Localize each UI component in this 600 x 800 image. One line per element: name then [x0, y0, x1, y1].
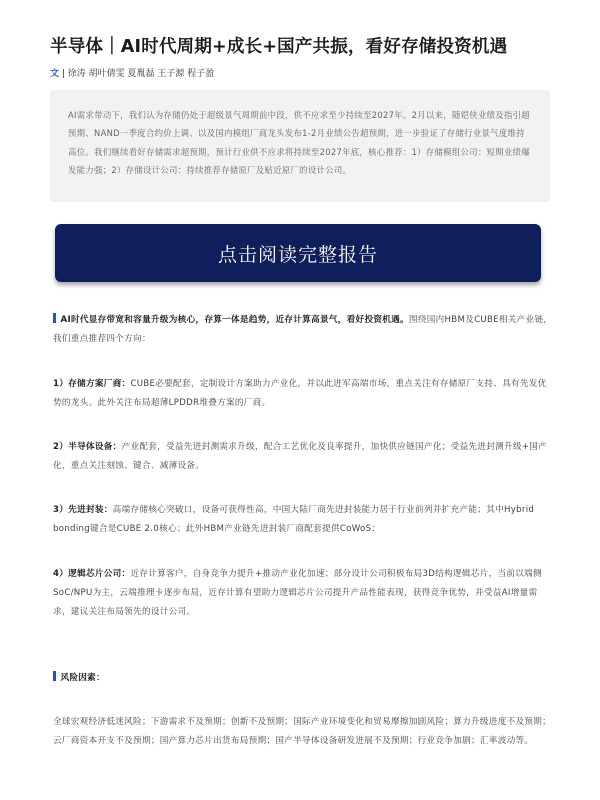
summary-box: [50, 90, 550, 202]
intro-bold: AI时代显存带宽和容量升级为核心，存算一体是趋势，近存计算高景气，看好投资机遇。: [60, 315, 409, 325]
section-marker: [53, 671, 56, 681]
page-title: 半导体｜AI时代周期+成长+国产共振，看好存储投资机遇: [50, 37, 508, 57]
point-2: [53, 438, 553, 476]
point-3-head: 3）先进封装：: [53, 505, 113, 515]
point-1: [53, 375, 553, 413]
point-2-head: 2）半导体设备：: [53, 442, 122, 452]
point-3-body: 高端存储核心突破口，设备可获得性高，中国大陆厂商先进封装能力居于行业前列并扩充产能；其中Hybrid bonding键合是CUBE 2.0核心；此外HBM产业链先进封装厂商配套提供CoWoS；: [53, 505, 535, 534]
risk-body: 全球宏观经济低迷风险；下游需求不及预期；创新不及预期；国际产业环境变化和贸易摩擦加剧风险；算力升级进度不及预期；云厂商资本开支不及预期；国产算力芯片出货布局预期；国产半导体设备研发进展不及预期；行业竞争加剧；汇率波动等。: [53, 717, 552, 746]
summary-text: AI需求带动下，我们认为存储仍处于超级景气周期前中段，供不应求至少持续至2027年。2月以来，随铠侠业绩及指引超预期、NAND一季度合约价上调、以及国内模组厂商龙头发布1-2月业绩公告超预期，进一步验证了存储行业景气度维持高位。我们继续看好存储需求超预期，预计行业供不应求将持续至2027年底，核心推荐：1）存储模组公司：短期业绩爆发能力强；2）存储设计公司：持续推荐存储原厂及贴近原厂的设计公司。: [68, 110, 531, 176]
risk-title: 风险因素：: [60, 673, 105, 683]
author-names: | 徐涛 胡叶倩雯 夏胤磊 王子源 程子盈: [61, 69, 215, 79]
point-3: [53, 501, 553, 539]
author-line: [50, 66, 214, 79]
point-4: [53, 565, 553, 622]
intro-rest: 围绕国内HBM及CUBE相关产业链，我们重点推荐四个方向：: [53, 315, 553, 344]
risk-paragraph: [53, 713, 553, 751]
point-4-body: 近存计算客户，自身竞争力提升+推动产业化加速；部分设计公司积极布局3D结构逻辑芯片，当前以端侧SoC/NPU为主，云端推理卡逐步布局，近存计算有望助力逻辑芯片公司提升产品性能表现，获得竞争优势，并受益AI增量需求，建议关注布局领先的设计公司。: [53, 569, 542, 617]
point-1-body: CUBE必要配套，定制设计方案助力产业化，并以此进军高端市场，重点关注有存储原厂支持、具有先发优势的龙头。此外关注布局超薄LPDDR堆叠方案的厂商。: [53, 379, 547, 408]
point-1-head: 1）存储方案厂商：: [53, 379, 131, 389]
point-2-body: 产业配套，受益先进封测需求升级，配合工艺优化及良率提升，加快供应链国产化；受益先进封测升级+国产化，重点关注刻蚀、键合、减薄设备。: [53, 442, 548, 471]
section-marker: [53, 313, 56, 323]
point-4-head: 4）逻辑芯片公司：: [53, 569, 131, 579]
intro-paragraph: [53, 311, 553, 349]
read-full-report-label: 点击阅读完整报告: [217, 243, 378, 266]
author-prefix: 文: [50, 69, 60, 79]
risk-heading: [53, 669, 553, 688]
read-full-report-button[interactable]: [55, 224, 541, 282]
